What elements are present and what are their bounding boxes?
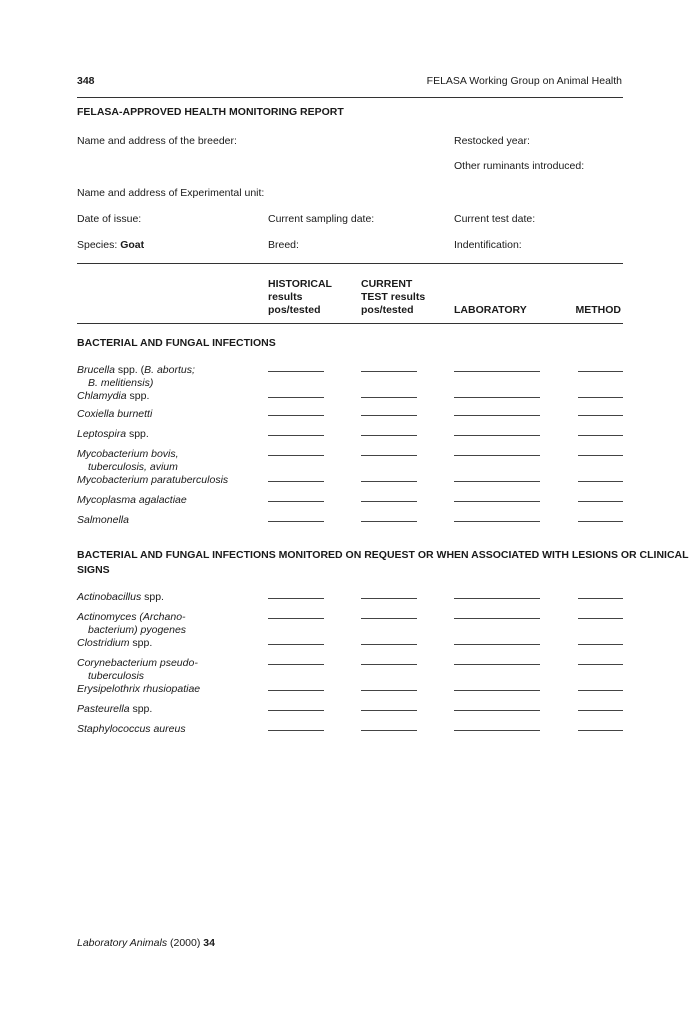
- list-item: [77, 474, 228, 486]
- laboratory-blank: [454, 598, 540, 599]
- historical-blank: [268, 435, 324, 436]
- sampling-date-label: Current sampling date:: [268, 213, 375, 225]
- organism-name: Mycobacterium paratuberculosis: [77, 474, 229, 486]
- current-blank: [361, 664, 417, 665]
- method-blank: [578, 664, 623, 665]
- method-blank: [578, 371, 623, 372]
- list-item: [77, 611, 186, 637]
- laboratory-blank: [454, 690, 540, 691]
- historical-blank: [268, 501, 324, 502]
- historical-blank: [268, 598, 324, 599]
- organism-continuation: tuberculosis: [88, 670, 145, 682]
- current-column-header: [361, 278, 425, 317]
- section2-title-line: SIGNS: [77, 564, 110, 576]
- method-blank: [578, 618, 623, 619]
- current-blank: [361, 415, 417, 416]
- organism-name: Mycobacterium bovis,: [77, 448, 179, 460]
- breed-label: Breed:: [268, 239, 299, 251]
- historical-blank: [268, 371, 324, 372]
- organism-name: B. abortus;: [144, 364, 195, 376]
- organism-name: Salmonella: [77, 514, 129, 526]
- list-item: [77, 591, 164, 603]
- organism-name: Staphylococcus aureus: [77, 723, 186, 735]
- current-blank: [361, 690, 417, 691]
- method-blank: [578, 690, 623, 691]
- laboratory-blank: [454, 397, 540, 398]
- journal-year: (2000): [167, 937, 204, 949]
- laboratory-blank: [454, 435, 540, 436]
- current-blank: [361, 397, 417, 398]
- current-blank: [361, 371, 417, 372]
- list-item: [77, 703, 152, 715]
- laboratory-blank: [454, 521, 540, 522]
- current-blank: [361, 644, 417, 645]
- list-item: [77, 494, 187, 506]
- current-blank: [361, 481, 417, 482]
- current-blank: [361, 435, 417, 436]
- current-header-line: pos/tested: [361, 304, 414, 316]
- historical-header-line: results: [268, 291, 303, 303]
- current-blank: [361, 618, 417, 619]
- experimental-unit-label: Name and address of Experimental unit:: [77, 187, 265, 199]
- historical-column-header: [268, 278, 332, 317]
- header-rule: [77, 97, 623, 98]
- method-blank: [578, 501, 623, 502]
- journal-name: Laboratory Animals: [77, 937, 168, 949]
- column-header-rule: [77, 323, 623, 324]
- date-of-issue-label: Date of issue:: [77, 213, 142, 225]
- method-blank: [578, 397, 623, 398]
- organism-continuation: tuberculosis, avium: [88, 461, 178, 473]
- organism-qualifier: spp.: [126, 390, 150, 402]
- method-blank: [578, 710, 623, 711]
- historical-blank: [268, 644, 324, 645]
- list-item: [77, 364, 195, 390]
- organism-name: Coxiella burnetti: [77, 408, 153, 420]
- historical-blank: [268, 455, 324, 456]
- method-blank: [578, 415, 623, 416]
- organism-name: Actinomyces (Archano-: [77, 611, 186, 623]
- historical-blank: [268, 730, 324, 731]
- organism-name: Brucella: [77, 364, 115, 376]
- current-blank: [361, 455, 417, 456]
- page-number: 348: [77, 75, 95, 87]
- organism-name: Mycoplasma agalactiae: [77, 494, 187, 506]
- list-item: [77, 390, 149, 402]
- organism-name: Corynebacterium pseudo-: [77, 657, 198, 669]
- running-title: FELASA Working Group on Animal Health: [426, 75, 622, 87]
- historical-blank: [268, 521, 324, 522]
- organism-name: Leptospira: [77, 428, 127, 440]
- laboratory-column-header: LABORATORY: [454, 304, 527, 316]
- section2-title: [77, 548, 689, 578]
- current-header-line: CURRENT: [361, 278, 413, 290]
- laboratory-blank: [454, 455, 540, 456]
- historical-blank: [268, 397, 324, 398]
- fields-rule: [77, 263, 623, 264]
- current-blank: [361, 521, 417, 522]
- historical-header-line: HISTORICAL: [268, 278, 332, 290]
- test-date-label: Current test date:: [454, 213, 536, 225]
- list-item: [77, 657, 198, 683]
- footer-citation: [77, 937, 215, 949]
- method-blank: [578, 598, 623, 599]
- organism-name: Actinobacillus: [77, 591, 142, 603]
- current-blank: [361, 501, 417, 502]
- restocked-label: Restocked year:: [454, 135, 530, 147]
- organism-qualifier: spp.: [126, 428, 149, 440]
- organism-name: Erysipelothrix rhusiopatiae: [77, 683, 201, 695]
- list-item: [77, 428, 149, 440]
- laboratory-blank: [454, 664, 540, 665]
- identification-label: Indentification:: [454, 239, 522, 251]
- laboratory-blank: [454, 371, 540, 372]
- organism-name: Pasteurella: [77, 703, 130, 715]
- laboratory-blank: [454, 481, 540, 482]
- organism-continuation: B. melitiensis): [88, 377, 154, 389]
- historical-blank: [268, 415, 324, 416]
- species-field: [77, 239, 144, 251]
- ruminants-label: Other ruminants introduced:: [454, 160, 585, 172]
- species-value: Goat: [120, 239, 145, 251]
- method-blank: [578, 481, 623, 482]
- species-label: Species:: [77, 239, 118, 251]
- laboratory-blank: [454, 618, 540, 619]
- historical-blank: [268, 664, 324, 665]
- method-column-header: METHOD: [575, 304, 621, 316]
- method-blank: [578, 435, 623, 436]
- list-item: [77, 723, 186, 735]
- organism-qualifier: spp.: [129, 637, 153, 649]
- historical-header-line: pos/tested: [268, 304, 321, 316]
- historical-blank: [268, 481, 324, 482]
- current-blank: [361, 710, 417, 711]
- organism-name: Chlamydia: [77, 390, 127, 402]
- current-blank: [361, 730, 417, 731]
- historical-blank: [268, 710, 324, 711]
- list-item: [77, 683, 200, 695]
- historical-blank: [268, 618, 324, 619]
- organism-name: Clostridium: [77, 637, 130, 649]
- laboratory-blank: [454, 730, 540, 731]
- laboratory-blank: [454, 501, 540, 502]
- journal-volume: 34: [203, 937, 215, 949]
- list-item: [77, 408, 152, 420]
- historical-blank: [268, 690, 324, 691]
- list-item: [77, 448, 179, 474]
- organism-qualifier: spp.: [129, 703, 153, 715]
- laboratory-blank: [454, 644, 540, 645]
- method-blank: [578, 521, 623, 522]
- breeder-label: Name and address of the breeder:: [77, 135, 237, 147]
- laboratory-blank: [454, 415, 540, 416]
- organism-continuation: bacterium) pyogenes: [88, 624, 187, 636]
- organism-qualifier: spp. (: [114, 364, 145, 376]
- section2-title-line: BACTERIAL AND FUNGAL INFECTIONS MONITORED ON REQUEST OR WHEN ASSOCIATED WITH LESIONS OR CLINICAL: [77, 549, 689, 561]
- report-title: FELASA-APPROVED HEALTH MONITORING REPORT: [77, 106, 344, 118]
- laboratory-blank: [454, 710, 540, 711]
- list-item: [77, 514, 129, 526]
- method-blank: [578, 730, 623, 731]
- organism-qualifier: spp.: [141, 591, 164, 603]
- section1-title: BACTERIAL AND FUNGAL INFECTIONS: [77, 337, 276, 349]
- current-header-line: TEST results: [361, 291, 426, 303]
- method-blank: [578, 455, 623, 456]
- current-blank: [361, 598, 417, 599]
- list-item: [77, 637, 152, 649]
- method-blank: [578, 644, 623, 645]
